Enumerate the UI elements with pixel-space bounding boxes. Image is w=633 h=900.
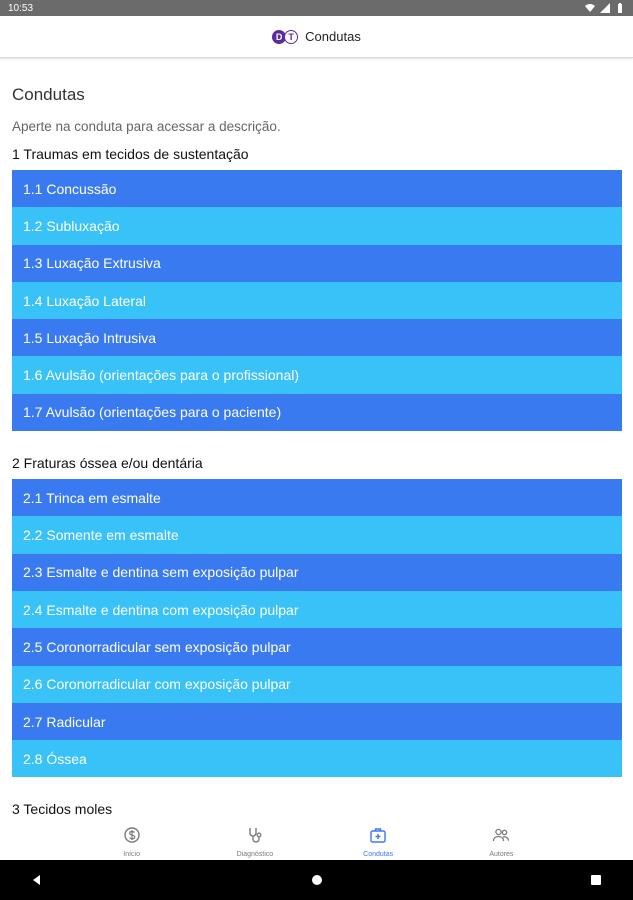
nav-item-autores[interactable]	[461, 826, 541, 858]
nav-item-condutas[interactable]	[338, 826, 418, 858]
page-title: Condutas	[12, 85, 85, 104]
recents-icon[interactable]	[589, 873, 603, 887]
conduta-list	[12, 479, 622, 777]
nav-label: Diagnóstico	[236, 850, 274, 858]
section-title: 1 Traumas em tecidos de sustentação	[12, 146, 249, 162]
medical-kit-icon	[369, 826, 387, 849]
signal-icon	[600, 3, 610, 13]
conduta-item[interactable]: 1.6 Avulsão (orientações para o profissional)	[12, 356, 622, 393]
nav-item-inicio[interactable]	[92, 826, 172, 858]
section	[12, 146, 621, 431]
section-title: 2 Fraturas óssea e/ou dentária	[12, 455, 203, 472]
status-bar	[0, 0, 633, 16]
system-navigation-bar	[0, 860, 633, 900]
section	[12, 801, 621, 817]
dollar-circle-icon	[123, 826, 141, 849]
battery-icon	[615, 3, 625, 13]
conduta-item[interactable]: 2.8 Óssea	[12, 740, 622, 777]
conduta-item[interactable]: 2.4 Esmalte e dentina com exposição pulpar	[12, 591, 622, 628]
stethoscope-icon	[246, 826, 264, 849]
section-title: 3 Tecidos moles	[12, 801, 113, 818]
nav-label: Condutas	[363, 850, 394, 858]
bottom-navigation	[0, 823, 633, 860]
logo-t-mark: T	[284, 30, 298, 44]
status-time: 10:53	[8, 2, 34, 14]
content-scroll[interactable]	[0, 59, 633, 823]
conduta-item[interactable]: 1.7 Avulsão (orientações para o paciente)	[12, 394, 622, 431]
people-icon	[492, 826, 510, 849]
wifi-icon	[585, 3, 595, 13]
back-icon[interactable]	[30, 873, 44, 887]
nav-item-diagnostico[interactable]	[215, 826, 295, 858]
app-bar	[0, 16, 633, 58]
conduta-item[interactable]: 2.7 Radicular	[12, 703, 622, 740]
conduta-item[interactable]: 2.5 Coronorradicular sem exposição pulpar	[12, 628, 622, 665]
conduta-item[interactable]: 1.4 Luxação Lateral	[12, 282, 622, 319]
app-title: Condutas	[305, 29, 361, 44]
conduta-item[interactable]: 1.2 Subluxação	[12, 207, 622, 244]
conduta-item[interactable]: 2.2 Somente em esmalte	[12, 516, 622, 553]
status-icons	[585, 3, 625, 13]
conduta-item[interactable]: 1.3 Luxação Extrusiva	[12, 245, 622, 282]
conduta-item[interactable]: 1.1 Concussão	[12, 170, 622, 207]
conduta-item[interactable]: 2.6 Coronorradicular com exposição pulpar	[12, 666, 622, 703]
page-subtitle: Aperte na conduta para acessar a descrição.	[12, 119, 281, 134]
logo-d-mark: D	[272, 30, 286, 44]
conduta-item[interactable]: 2.3 Esmalte e dentina sem exposição pulpar	[12, 554, 622, 591]
app-logo	[272, 30, 298, 44]
section	[12, 455, 621, 777]
nav-label: Início	[123, 850, 140, 858]
conduta-item[interactable]: 1.5 Luxação Intrusiva	[12, 319, 622, 356]
conduta-list	[12, 170, 622, 431]
nav-label: Autores	[489, 850, 514, 858]
conduta-item[interactable]: 2.1 Trinca em esmalte	[12, 479, 622, 516]
sections-container	[12, 146, 621, 817]
home-icon[interactable]	[310, 873, 324, 887]
